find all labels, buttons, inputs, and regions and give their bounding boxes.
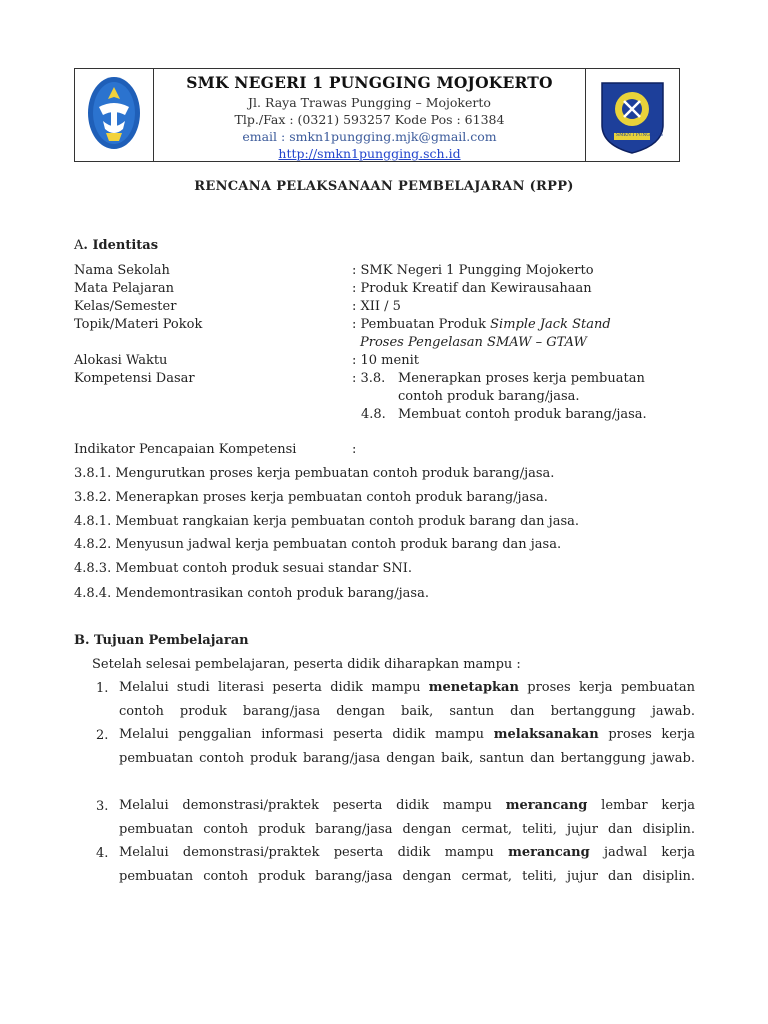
indikator-item: 4.8.4. Mendemontrasikan contoh produk barang/jasa. — [74, 586, 429, 601]
emblem-label: SMKN I PUNGGING — [616, 133, 663, 138]
kd-text-1: Menerapkan proses kerja pembuatan — [398, 371, 645, 386]
indikator-label: Indikator Pencapaian Kompetensi — [74, 442, 297, 457]
indikator-item: 3.8.2. Menerapkan proses kerja pembuatan contoh produk barang/jasa. — [74, 490, 548, 505]
label-kelas-semester: Kelas/Semester — [74, 299, 177, 314]
tujuan-number: 1. — [96, 681, 109, 696]
school-address: Jl. Raya Trawas Pungging – Mojokerto — [248, 95, 491, 110]
tujuan-number: 3. — [96, 799, 109, 814]
indikator-colon: : — [352, 442, 357, 457]
school-email[interactable]: email : smkn1pungging.mjk@gmail.com — [242, 129, 497, 144]
tujuan-number: 2. — [96, 728, 109, 743]
label-mata-pelajaran: Mata Pelajaran — [74, 281, 175, 296]
value-kelas-semester: : XII / 5 — [352, 299, 401, 314]
left-logo-cell — [75, 69, 154, 161]
value-alokasi-waktu: : 10 menit — [352, 353, 419, 368]
indikator-item: 4.8.2. Menyusun jadwal kerja pembuatan contoh produk barang dan jasa. — [74, 537, 562, 552]
tujuan-item: Melalui demonstrasi/praktek peserta didik mampu merancang jadwal kerja pembuatan contoh produk barang/jasa dengan cermat, teliti, jujur dan disiplin. — [119, 845, 695, 884]
label-nama-sekolah: Nama Sekolah — [74, 263, 170, 278]
tujuan-number: 4. — [96, 846, 109, 861]
school-phone: Tlp./Fax : (0321) 593257 Kode Pos : 61384 — [234, 112, 505, 127]
indikator-item: 4.8.3. Membuat contoh produk sesuai standar SNI. — [74, 561, 413, 576]
tujuan-item: Melalui demonstrasi/praktek peserta didik mampu merancang lembar kerja pembuatan contoh produk barang/jasa dengan cermat, teliti, jujur dan disiplin. — [119, 798, 696, 837]
tut-wuri-handayani-logo-icon — [75, 69, 153, 161]
letterhead-text — [154, 69, 585, 161]
kd-number-2: 4.8. — [361, 407, 386, 422]
indikator-item: 3.8.1. Mengurutkan proses kerja pembuatan contoh produk barang/jasa. — [74, 466, 555, 481]
value-topik-materi-line2: Proses Pengelasan SMAW – GTAW — [360, 335, 587, 350]
value-mata-pelajaran: : Produk Kreatif dan Kewirausahaan — [352, 281, 592, 296]
section-b-heading: B. Tujuan Pembelajaran — [74, 633, 249, 648]
school-emblem-icon — [586, 69, 679, 161]
kd-text-2: Membuat contoh produk barang/jasa. — [398, 407, 647, 422]
label-topik-materi: Topik/Materi Pokok — [74, 317, 203, 332]
tujuan-item: Melalui penggalian informasi peserta didik mampu melaksanakan proses kerja pembuatan contoh produk barang/jasa dengan baik, santun dan bertanggung jawab. — [119, 727, 695, 766]
section-a-heading: A. Identitas — [74, 238, 159, 253]
right-logo-cell — [585, 69, 679, 161]
tujuan-intro: Setelah selesai pembelajaran, peserta didik diharapkan mampu : — [92, 657, 521, 672]
school-website-link[interactable]: http://smkn1pungging.sch.id — [278, 146, 461, 161]
tujuan-item: Melalui studi literasi peserta didik mampu menetapkan proses kerja pembuatan contoh produk barang/jasa dengan baik, santun dan bertanggung jawab. — [119, 680, 695, 719]
indikator-item: 4.8.1. Membuat rangkaian kerja pembuatan contoh produk barang dan jasa. — [74, 514, 580, 529]
value-topik-materi: : Pembuatan Produk Simple Jack Stand — [352, 317, 611, 332]
label-alokasi-waktu: Alokasi Waktu — [74, 353, 168, 368]
label-kompetensi-dasar: Kompetensi Dasar — [74, 371, 195, 386]
letterhead — [74, 68, 680, 162]
kd-text-1-line2: contoh produk barang/jasa. — [398, 389, 580, 404]
value-nama-sekolah: : SMK Negeri 1 Pungging Mojokerto — [352, 263, 594, 278]
kd-number-1: : 3.8. — [352, 371, 386, 386]
school-name: SMK NEGERI 1 PUNGGING MOJOKERTO — [186, 73, 553, 92]
document-title: RENCANA PELAKSANAAN PEMBELAJARAN (RPP) — [194, 179, 574, 194]
